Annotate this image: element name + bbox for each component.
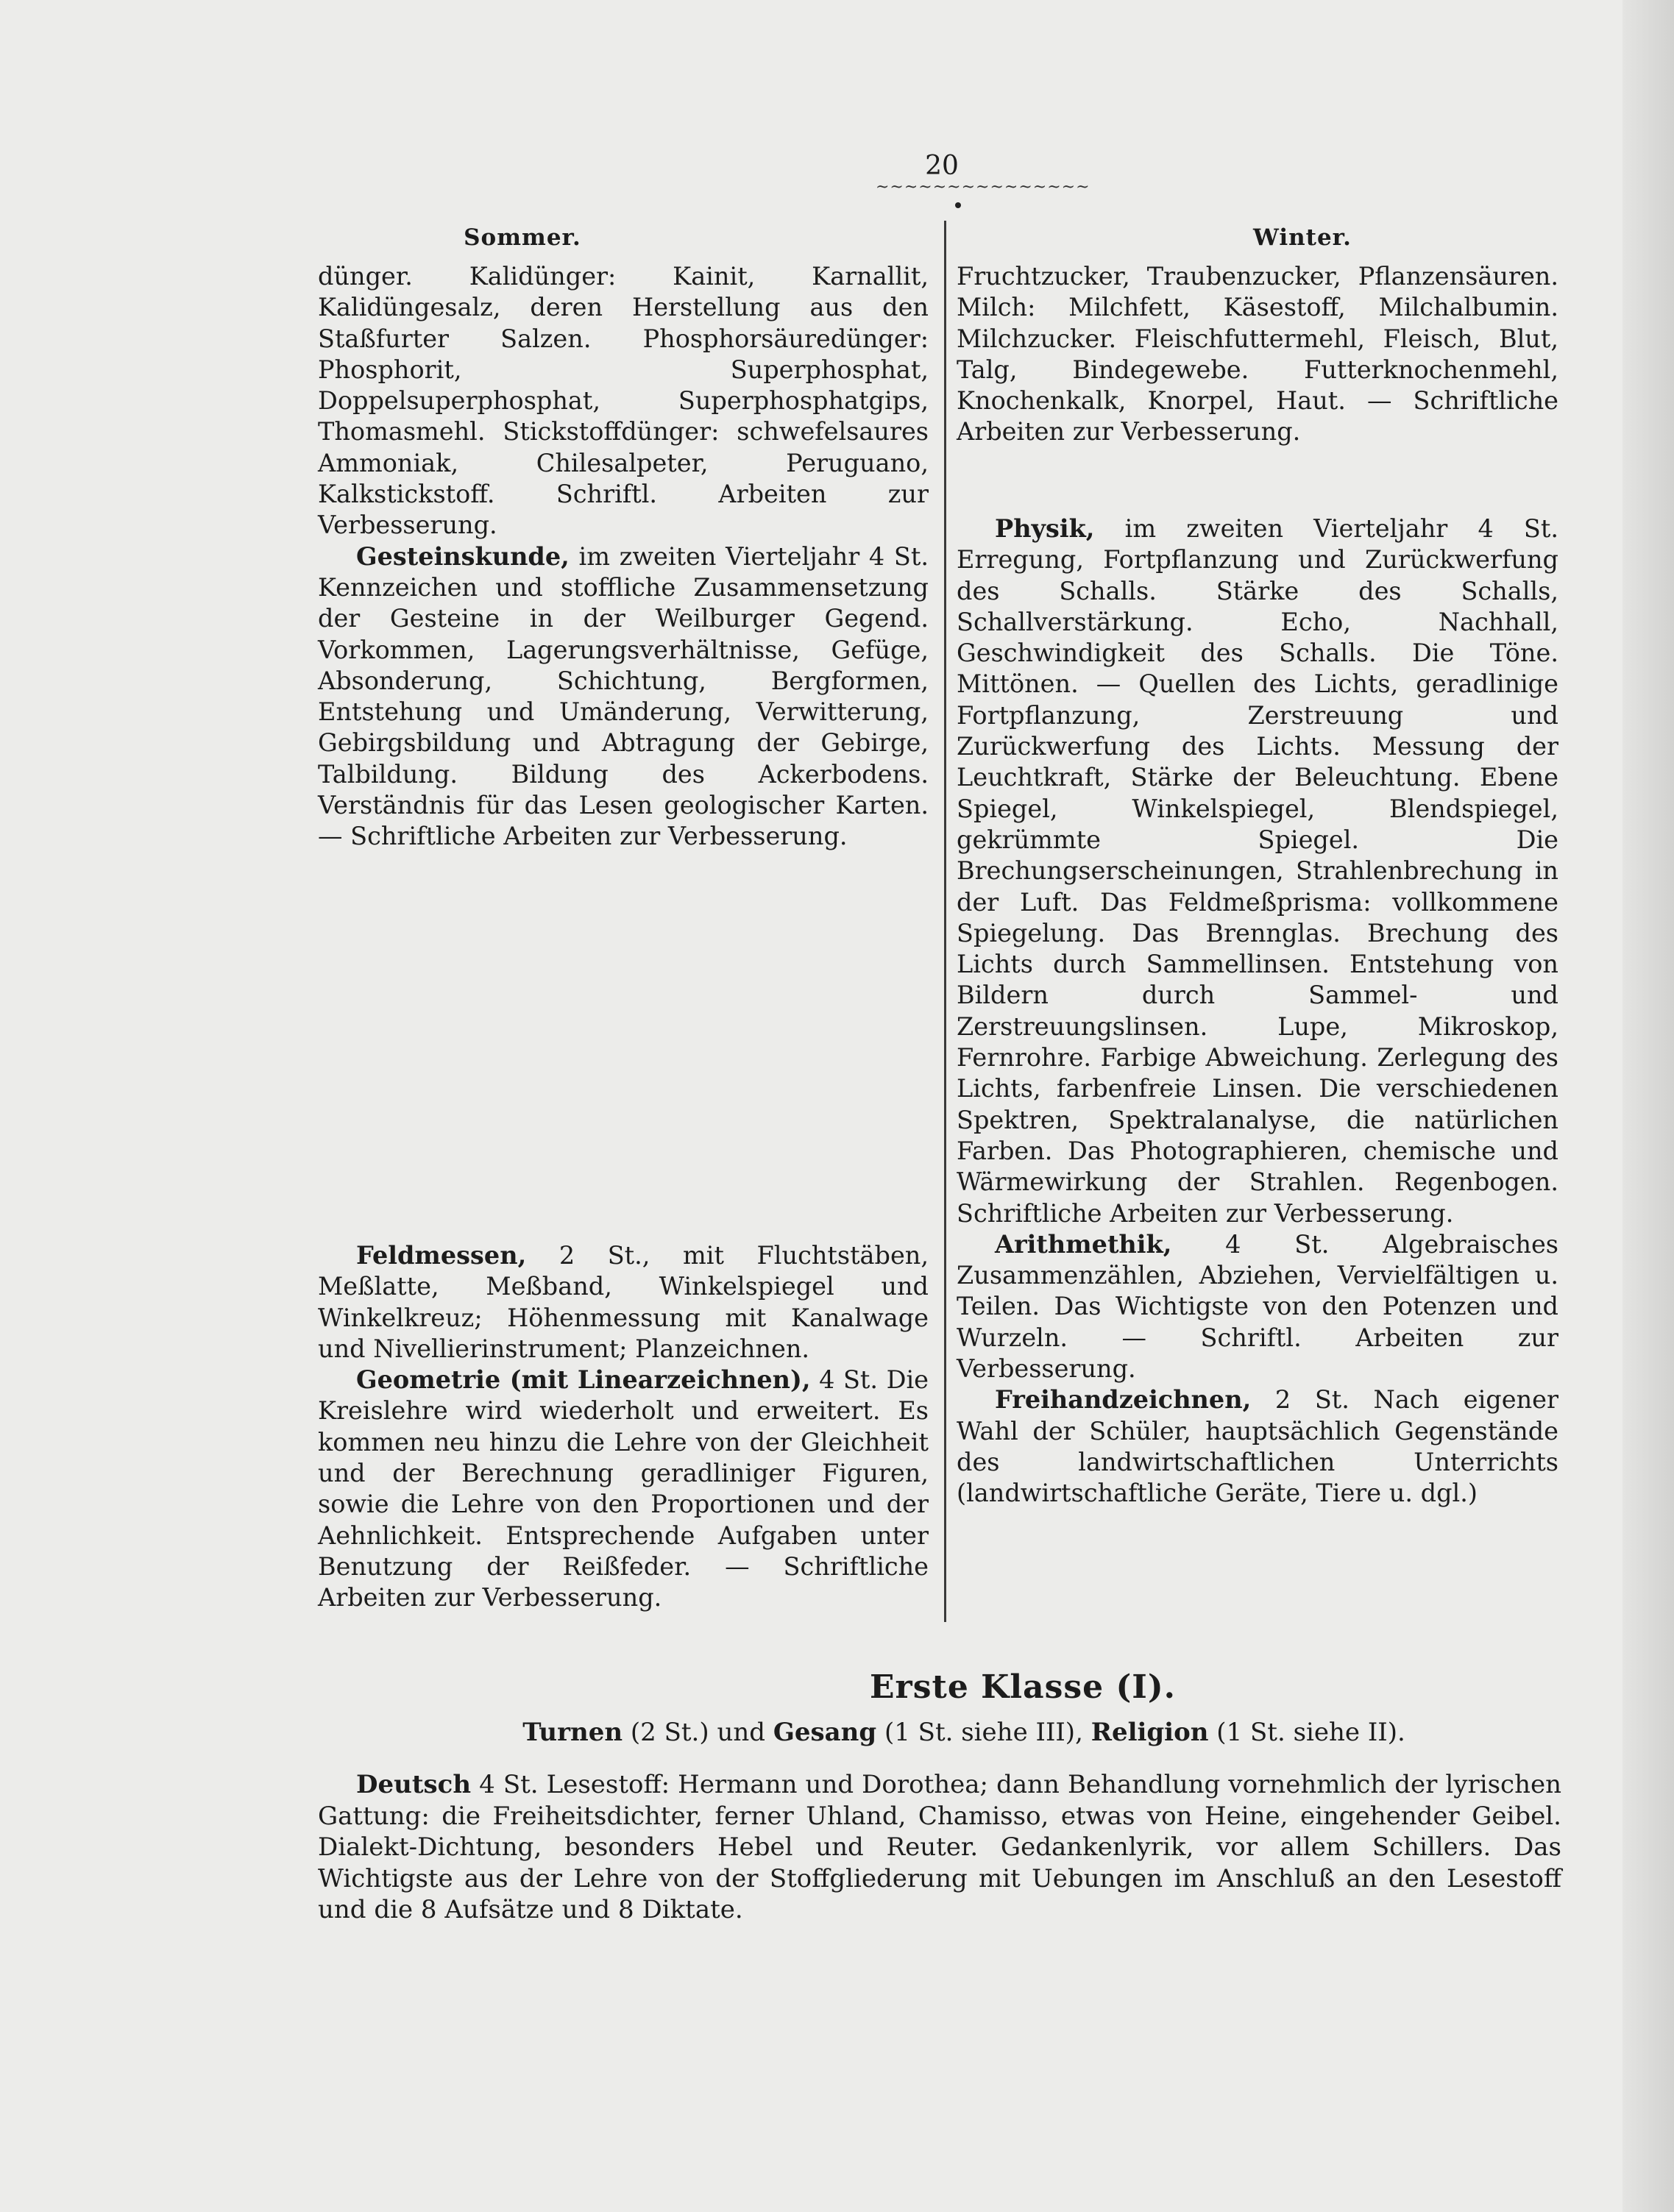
summer-column [318,261,929,853]
subject-heading: Freihandzeichnen, [995,1385,1252,1415]
winter-paragraph-chemie: Fruchtzucker, Traubenzucker, Pflanzensäuren. Milch: Milchfett, Käsestoff, Milchalbumin. Milchzucker. Fleischfuttermehl, Fleisch, Blut, Talg, Bindegewebe. Futterknochenmehl, Knochenkalk, Knorpel, Haut. — Schriftliche Arbeiten zur Verbesserung. [957,262,1558,447]
subject-religion-detail: (1 St. siehe II). [1208,1718,1405,1747]
subject-heading: Arithmethik, [995,1229,1172,1259]
section-title: Erste Klasse (I). [870,1668,1176,1706]
subject-body: 4 St. Lesestoff: Hermann und Dorothea; dann Behandlung vornehmlich der lyrischen Gattung: die Freiheitsdichter, ferner Uhland, Chamisso, etwas von Heine, eingehender Geibel. Dialekt-Dichtung, besonders Hebel und Reuter. Gedankenlyrik, vor allem Schillers. Das Wichtigste aus der Lehre von der Stoffgliederung mit Uebungen im Anschluß an den Lesestoff und die 8 Aufsätze und 8 Diktate. [318,1770,1561,1924]
page-edge-shadow [1622,0,1674,2212]
winter-paragraph-arithmetik [957,1229,1558,1384]
subject-body: 2 St. Nach eigener Wahl der Schüler, hauptsächlich Gegenstände des landwirtschaftlichen Unterrichts (landwirtschaftliche Geräte, Tiere u. dgl.) [957,1385,1558,1508]
summer-paragraph-gesteinskunde [318,541,929,853]
column-heading-summer: Sommer. [464,224,581,251]
winter-paragraph-freihandzeichnen [957,1384,1558,1509]
subject-heading: Geometrie (mit Linearzeichnen), [356,1365,811,1395]
subject-gesang-detail: (1 St. siehe III), [876,1718,1091,1747]
subject-body: 4 St. Algebraisches Zusammenzählen, Abziehen, Vervielfältigen u. Teilen. Das Wichtigste von den Potenzen und Wurzeln. — Schriftl. Arbeiten zur Verbesserung. [957,1229,1558,1384]
subject-religion: Religion [1090,1718,1209,1747]
column-divider [944,221,946,1622]
summer-column-lower [318,1240,929,1614]
subject-turnen-detail: (2 St.) und [623,1718,773,1747]
subject-body: im zweiten Vierteljahr 4 St. Kennzeichen und stoffliche Zusammensetzung der Gesteine in der Weilburger Gegend. Vorkommen, Lagerungsverhältnisse, Gefüge, Absonderung, Schichtung, Bergformen, Entstehung und Umänderung, Verwitterung, Gebirgsbildung und Abtragung der Gebirge, Talbildung. Bildung des Ackerbodens. Verständnis für das Lesen geologischer Karten. — Schriftliche Arbeiten zur Verbesserung. [318,541,929,851]
print-dot [955,202,961,208]
page-number-ornament: ~~~~~~~~~~~~~~~ [876,178,1090,196]
page-number: 20 [925,151,959,181]
column-heading-winter: Winter. [1253,224,1352,251]
subject-body: im zweiten Vierteljahr 4 St. Erregung, Fortpflanzung und Zurückwerfung des Schalls. Stärke des Schalls, Schallverstärkung. Echo, Nachhall, Geschwindigkeit des Schalls. Die Töne. Mittönen. — Quellen des Lichts, geradlinige Fortpflanzung, Zerstreuung und Zurückwerfung des Lichts. Messung der Leuchtkraft, Stärke der Beleuchtung. Ebene Spiegel, Winkelspiegel, Blendspiegel, gekrümmte Spiegel. Die Brechungserscheinungen, Strahlenbrechung in der Luft. Das Feldmeßprisma: vollkommene Spiegelung. Das Brennglas. Brechung des Lichts durch Sammellinsen. Entstehung von Bildern durch Sammel- und Zerstreuungslinsen. Lupe, Mikroskop, Fernrohre. Farbige Abweichung. Zerlegung des Lichts, farbenfreie Linsen. Die verschiedenen Spektren, Spektralanalyse, die natürlichen Farben. Das Photographieren, chemische und Wärmewirkung der Strahlen. Regenbogen. Schriftliche Arbeiten zur Verbesserung. [957,514,1558,1228]
summer-paragraph-duenger: dünger. Kalidünger: Kainit, Karnallit, Kalidüngesalz, deren Herstellung aus den Staßfurter Salzen. Phosphorsäuredünger: Phosphorit, Superphosphat, Doppelsuperphosphat, Superphosphatgips, Thomasmehl. Stickstoffdünger: schwefelsaures Ammoniak, Chilesalpeter, Peruguano, Kalkstickstoff. Schriftl. Arbeiten zur Verbesserung. [318,262,929,540]
summer-paragraph-geometrie [318,1365,929,1613]
subject-body: 2 St., mit Fluchtstäben, Meßlatte, Meßband, Winkelspiegel und Winkelkreuz; Höhenmessung mit Kanalwage und Nivellierinstrument; Planzeichnen. [318,1241,929,1363]
subject-heading: Deutsch [356,1770,472,1799]
subject-heading: Physik, [995,514,1095,543]
subject-heading: Feldmessen, [356,1241,527,1270]
winter-column-lower [957,513,1558,1509]
winter-paragraph-physik [957,513,1558,1229]
winter-column [957,261,1558,448]
section-subjects-line [486,1718,1442,1747]
subject-body: 4 St. Die Kreislehre wird wiederholt und erweitert. Es kommen neu hinzu die Lehre von der Gleichheit und der Berechnung geradliniger Figuren, sowie die Lehre von den Proportionen und der Aehnlichkeit. Entsprechende Aufgaben unter Benutzung der Reißfeder. — Schriftliche Arbeiten zur Verbesserung. [318,1365,929,1612]
subject-turnen: Turnen [522,1718,623,1747]
deutsch-paragraph [318,1769,1561,1926]
subject-heading: Gesteinskunde, [356,541,570,571]
summer-paragraph-feldmessen [318,1240,929,1365]
subject-gesang: Gesang [773,1718,877,1747]
